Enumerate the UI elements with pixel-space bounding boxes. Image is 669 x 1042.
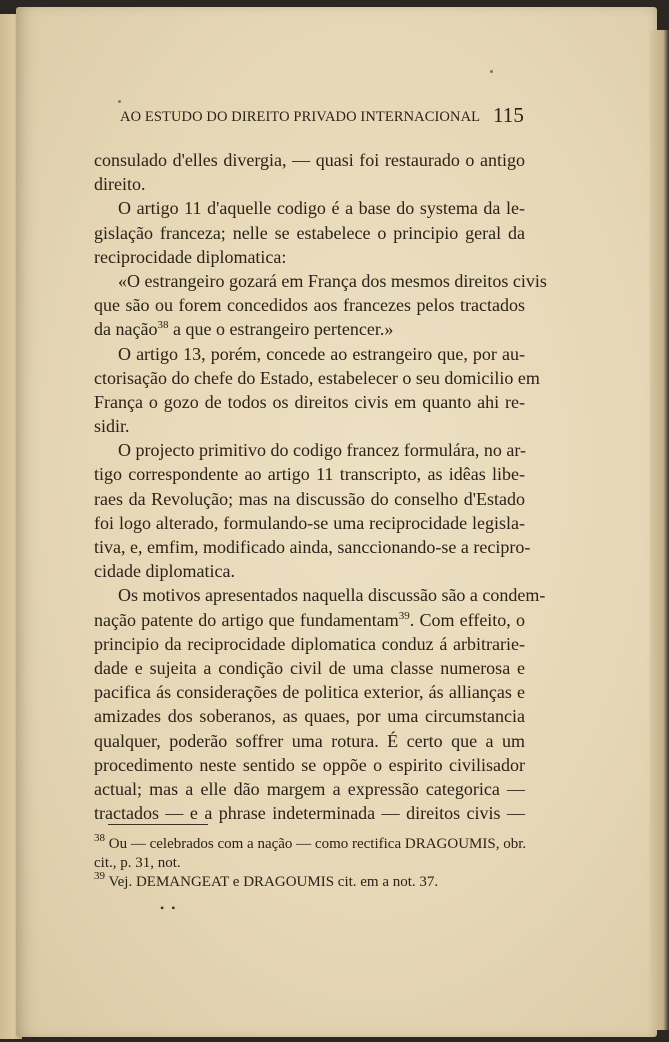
text-line: «O estrangeiro gozará em França dos mesmos direitos civis: [118, 270, 547, 291]
text-line: cidade diplomatica.: [94, 561, 235, 582]
text-line: ctorisação do chefe do Estado, estabelecer o seu domicilio em: [94, 367, 540, 388]
footnote-line: $^{39}$ Vej. DEMANGEAT e DRAGOUMIS cit. em a not. 37.: [94, 870, 439, 890]
page-number: 115: [492, 103, 524, 127]
footnote-line: $^{38}$ Ou — celebrados com a nação — como rectifica DRAGOUMIS, obr.: [94, 832, 527, 852]
text-line: Os motivos apresentados naquella discussão são a condem-: [118, 585, 546, 606]
text-line: tractados — e a phrase indeterminada — direitos civis —: [94, 803, 525, 824]
footnote-mark: 38: [94, 832, 105, 844]
running-title: AO ESTUDO DO DIREITO PRIVADO INTERNACIONAL: [120, 109, 481, 125]
text-line: procedimento neste sentido se oppõe o espirito civilisador: [94, 754, 525, 775]
text-line: da nação$^{38}$ a que o estrangeiro pertencer.»: [94, 319, 394, 340]
text-line: principio da reciprocidade diplomatica conduz á arbitrarie-: [94, 633, 525, 654]
text-line: foi logo alterado, formulando-se uma reciprocidade legisla-: [94, 512, 525, 533]
text-line: tiva, e, emfim, modificado ainda, sanccionando-se a recipro-: [94, 537, 531, 557]
text-line: O artigo 11 d'aquelle codigo é a base do systema da le-: [118, 198, 525, 219]
footnote-ref: 39: [398, 609, 410, 622]
text-line: reciprocidade diplomatica:: [94, 246, 287, 267]
text-line: dade e sujeita a condição civil de uma classe numerosa e: [94, 657, 525, 678]
text-line: gislação franceza; nelle se estabelece o principio geral da: [94, 222, 525, 243]
text-line: nação patente do artigo que fundamentam$^{39}$. Com effeito, o: [94, 609, 525, 630]
footnotes: [94, 832, 527, 892]
text-line: que são ou forem concedidos aos francezes pelos tractados: [94, 295, 525, 316]
footnote-ref: 38: [157, 319, 169, 332]
text-line: qualquer, poderão soffrer uma rotura. É certo que a um: [94, 730, 525, 751]
text-line: O projecto primitivo do codigo francez formulára, no ar-: [118, 440, 526, 461]
footnote-line: cit., p. 31, not.: [94, 855, 181, 871]
text-line: França o gozo de todos os direitos civis em quanto ahi re-: [94, 391, 525, 412]
footnote-rule: [108, 824, 208, 825]
running-header: [120, 104, 524, 128]
text-line: direito.: [94, 174, 146, 195]
text-line: actual; mas a elle dão margem a expressão categorica —: [94, 778, 525, 799]
text-line: tigo correspondente ao artigo 11 transcripto, as idêas libe-: [94, 464, 525, 485]
text-line: raes da Revolução; mas na discussão do conselho d'Estado: [94, 488, 525, 509]
text-line: sidir.: [94, 416, 130, 437]
text-line: pacifica ás considerações de politica exterior, ás allianças e: [94, 682, 525, 703]
text-line: O artigo 13, porém, concede ao estrangeiro que, por au-: [118, 343, 525, 364]
text-line: amizades dos soberanos, as quaes, por uma circumstancia: [94, 706, 525, 727]
body-text: [94, 148, 547, 825]
printer-mark: • •: [160, 901, 178, 915]
page-edge-shadow: [650, 30, 669, 1030]
ink-speck: [490, 70, 493, 73]
footnote-mark: 39: [94, 870, 105, 882]
ink-speck: [118, 100, 121, 103]
text-line: consulado d'elles divergia, — quasi foi restaurado o antigo: [94, 150, 525, 170]
